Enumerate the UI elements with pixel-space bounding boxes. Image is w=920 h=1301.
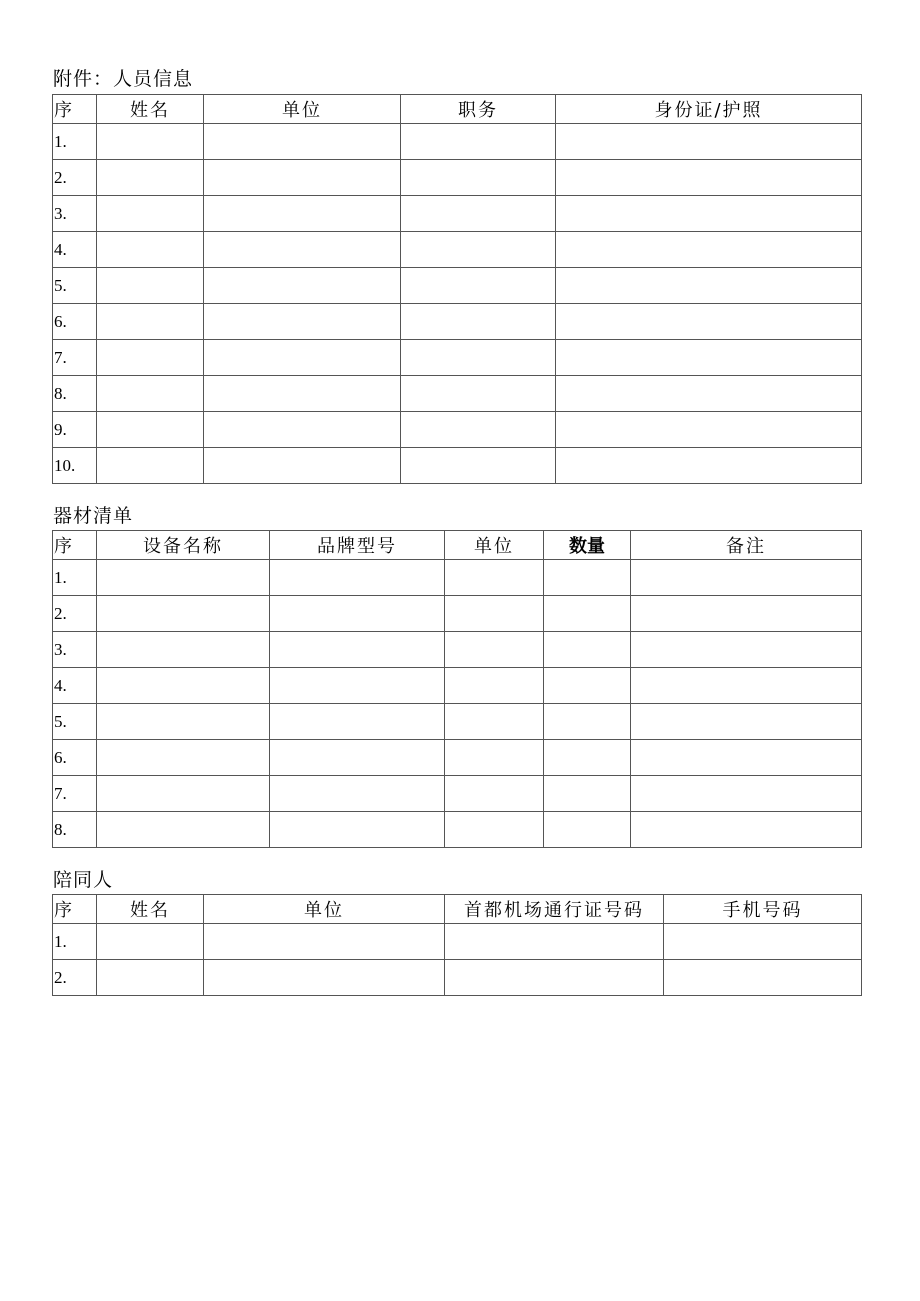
equipment-cell[interactable] [544, 632, 631, 668]
row-number: 2. [53, 160, 97, 196]
equipment-cell[interactable] [97, 776, 270, 812]
header-position: 职务 [401, 95, 556, 124]
equipment-cell[interactable] [445, 740, 544, 776]
personnel-cell[interactable] [556, 160, 862, 196]
equipment-cell[interactable] [97, 740, 270, 776]
equipment-cell[interactable] [270, 776, 445, 812]
equipment-row [53, 776, 862, 812]
equipment-row [53, 740, 862, 776]
equipment-cell[interactable] [445, 704, 544, 740]
personnel-cell[interactable] [97, 340, 204, 376]
personnel-cell[interactable] [401, 304, 556, 340]
personnel-cell[interactable] [556, 124, 862, 160]
equipment-cell[interactable] [445, 812, 544, 848]
equipment-cell[interactable] [631, 560, 862, 596]
equipment-cell[interactable] [445, 596, 544, 632]
equipment-cell[interactable] [270, 704, 445, 740]
equipment-cell[interactable] [631, 596, 862, 632]
personnel-cell[interactable] [204, 412, 401, 448]
equipment-row [53, 812, 862, 848]
personnel-row [53, 160, 862, 196]
personnel-row [53, 196, 862, 232]
personnel-cell[interactable] [401, 268, 556, 304]
equipment-row [53, 632, 862, 668]
equipment-cell[interactable] [631, 704, 862, 740]
personnel-cell[interactable] [401, 232, 556, 268]
row-number: 5. [53, 268, 97, 304]
equipment-cell[interactable] [97, 632, 270, 668]
equipment-cell[interactable] [270, 632, 445, 668]
personnel-row [53, 304, 862, 340]
header-unit: 单位 [445, 531, 544, 560]
equipment-row [53, 560, 862, 596]
header-name: 姓名 [97, 895, 204, 924]
personnel-cell[interactable] [204, 232, 401, 268]
row-number: 9. [53, 412, 97, 448]
equipment-cell[interactable] [445, 776, 544, 812]
equipment-cell[interactable] [97, 668, 270, 704]
personnel-cell[interactable] [204, 304, 401, 340]
header-unit: 单位 [204, 895, 445, 924]
personnel-cell[interactable] [97, 196, 204, 232]
equipment-cell[interactable] [544, 560, 631, 596]
header-brand-model: 品牌型号 [270, 531, 445, 560]
equipment-cell[interactable] [445, 632, 544, 668]
equipment-cell[interactable] [97, 596, 270, 632]
equipment-row [53, 668, 862, 704]
escort-cell[interactable] [664, 924, 862, 960]
personnel-cell[interactable] [556, 340, 862, 376]
equipment-cell[interactable] [631, 776, 862, 812]
header-id-passport: 身份证/护照 [556, 95, 862, 124]
escort-section-title: 陪同人 [53, 869, 114, 891]
personnel-row [53, 268, 862, 304]
header-quantity: 数量 [544, 531, 631, 560]
personnel-cell[interactable] [556, 412, 862, 448]
row-number: 3. [53, 196, 97, 232]
row-number: 7. [53, 340, 97, 376]
equipment-cell[interactable] [544, 596, 631, 632]
equipment-cell[interactable] [270, 596, 445, 632]
escort-cell[interactable] [664, 960, 862, 996]
personnel-cell[interactable] [97, 160, 204, 196]
equipment-cell[interactable] [631, 632, 862, 668]
row-number: 1. [53, 124, 97, 160]
row-number: 1. [53, 924, 97, 960]
personnel-row [53, 124, 862, 160]
personnel-row [53, 412, 862, 448]
equipment-cell[interactable] [270, 812, 445, 848]
equipment-section-title: 器材清单 [53, 505, 134, 527]
personnel-cell[interactable] [401, 448, 556, 484]
personnel-cell[interactable] [204, 448, 401, 484]
equipment-cell[interactable] [631, 812, 862, 848]
equipment-cell[interactable] [445, 668, 544, 704]
personnel-cell[interactable] [204, 376, 401, 412]
personnel-cell[interactable] [401, 160, 556, 196]
personnel-cell[interactable] [556, 376, 862, 412]
header-name: 姓名 [97, 95, 204, 124]
equipment-cell[interactable] [544, 740, 631, 776]
personnel-table [52, 94, 862, 484]
equipment-cell[interactable] [270, 560, 445, 596]
escort-cell[interactable] [97, 924, 204, 960]
personnel-cell[interactable] [401, 412, 556, 448]
personnel-cell[interactable] [401, 196, 556, 232]
personnel-row [53, 340, 862, 376]
row-number: 3. [53, 632, 97, 668]
header-device-name: 设备名称 [97, 531, 270, 560]
header-unit: 单位 [204, 95, 401, 124]
personnel-cell[interactable] [401, 340, 556, 376]
personnel-cell[interactable] [97, 448, 204, 484]
row-number: 5. [53, 704, 97, 740]
row-number: 8. [53, 376, 97, 412]
equipment-cell[interactable] [544, 668, 631, 704]
escort-cell[interactable] [97, 960, 204, 996]
personnel-cell[interactable] [401, 376, 556, 412]
equipment-row [53, 704, 862, 740]
row-number: 6. [53, 304, 97, 340]
equipment-cell[interactable] [445, 560, 544, 596]
row-number: 8. [53, 812, 97, 848]
header-seq: 序 [53, 895, 97, 924]
header-airport-pass-number: 首都机场通行证号码 [445, 895, 664, 924]
equipment-cell[interactable] [97, 704, 270, 740]
equipment-cell[interactable] [544, 776, 631, 812]
row-number: 6. [53, 740, 97, 776]
personnel-header-row [53, 95, 862, 124]
row-number: 7. [53, 776, 97, 812]
personnel-cell[interactable] [97, 268, 204, 304]
personnel-cell[interactable] [556, 304, 862, 340]
header-mobile-number: 手机号码 [664, 895, 862, 924]
row-number: 1. [53, 560, 97, 596]
personnel-cell[interactable] [204, 160, 401, 196]
escort-cell[interactable] [445, 960, 664, 996]
escort-table [52, 894, 862, 996]
personnel-cell[interactable] [556, 448, 862, 484]
escort-cell[interactable] [445, 924, 664, 960]
equipment-table [52, 530, 862, 848]
personnel-row [53, 232, 862, 268]
equipment-cell[interactable] [544, 812, 631, 848]
personnel-cell[interactable] [556, 196, 862, 232]
header-remarks: 备注 [631, 531, 862, 560]
personnel-cell[interactable] [97, 232, 204, 268]
equipment-cell[interactable] [631, 668, 862, 704]
equipment-cell[interactable] [270, 740, 445, 776]
personnel-cell[interactable] [204, 196, 401, 232]
header-seq: 序 [53, 95, 97, 124]
row-number: 4. [53, 232, 97, 268]
escort-row [53, 924, 862, 960]
personnel-cell[interactable] [556, 268, 862, 304]
personnel-cell[interactable] [97, 412, 204, 448]
equipment-cell[interactable] [631, 740, 862, 776]
row-number: 4. [53, 668, 97, 704]
personnel-cell[interactable] [97, 304, 204, 340]
personnel-cell[interactable] [97, 376, 204, 412]
equipment-cell[interactable] [270, 668, 445, 704]
personnel-cell[interactable] [556, 232, 862, 268]
row-number: 10. [53, 448, 97, 484]
equipment-row [53, 596, 862, 632]
personnel-cell[interactable] [97, 124, 204, 160]
equipment-cell[interactable] [97, 560, 270, 596]
personnel-section-title: 附件：人员信息 [53, 68, 194, 90]
escort-cell[interactable] [204, 960, 445, 996]
equipment-header-row [53, 531, 862, 560]
escort-header-row [53, 895, 862, 924]
personnel-cell[interactable] [204, 124, 401, 160]
escort-cell[interactable] [204, 924, 445, 960]
equipment-cell[interactable] [544, 704, 631, 740]
escort-row [53, 960, 862, 996]
personnel-cell[interactable] [401, 124, 556, 160]
header-seq: 序 [53, 531, 97, 560]
personnel-row [53, 448, 862, 484]
personnel-cell[interactable] [204, 268, 401, 304]
equipment-cell[interactable] [97, 812, 270, 848]
personnel-row [53, 376, 862, 412]
personnel-cell[interactable] [204, 340, 401, 376]
row-number: 2. [53, 960, 97, 996]
row-number: 2. [53, 596, 97, 632]
